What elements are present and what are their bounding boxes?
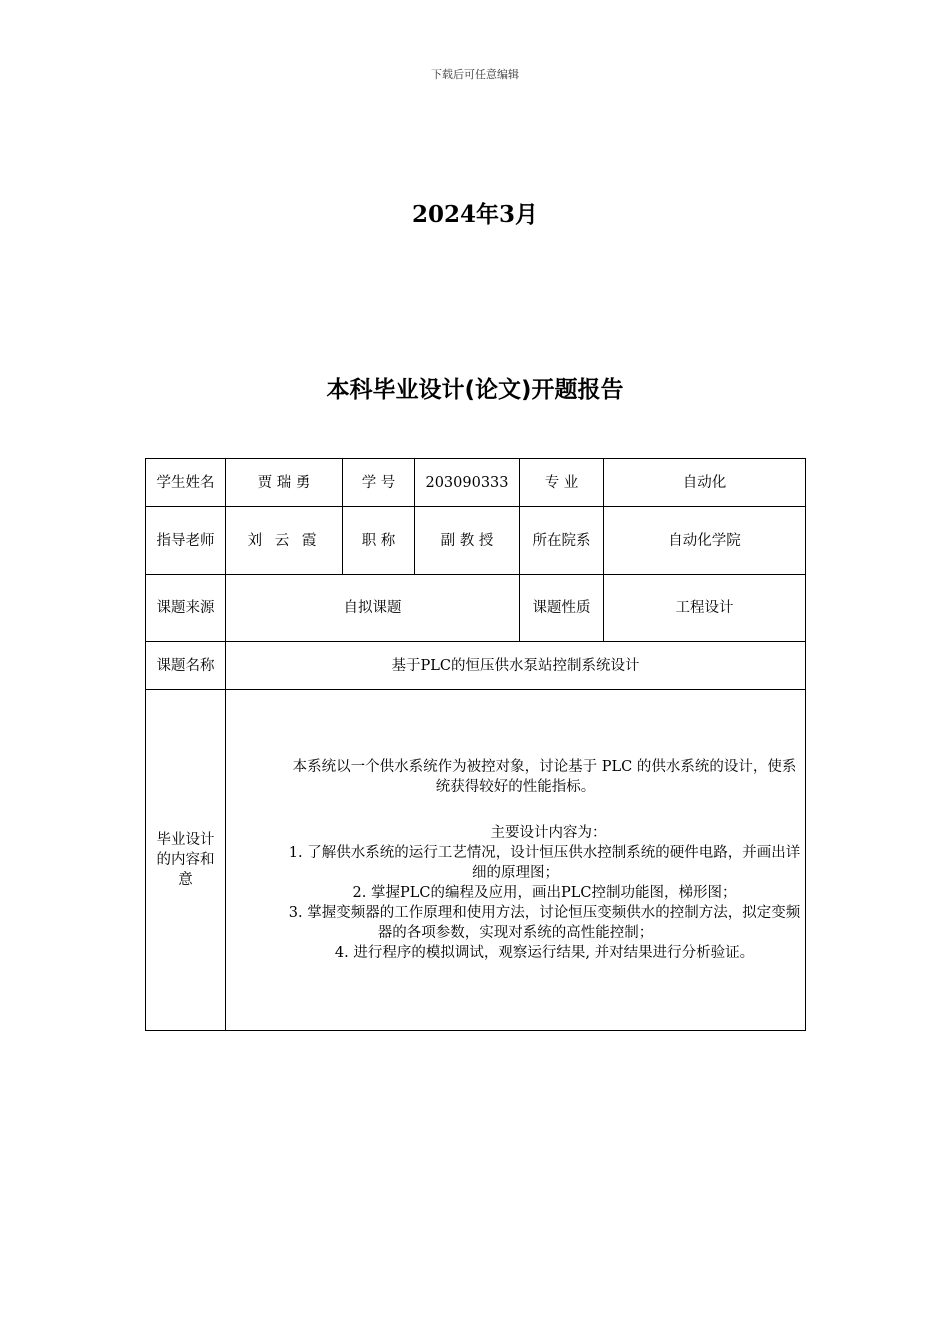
list-item: 2. 掌握PLC的编程及应用，画出PLC控制功能图，梯形图； [352,885,737,901]
report-table [145,458,806,1031]
nature-label: 课题性质 [520,575,604,642]
header-note: 下载后可任意编辑 [431,68,519,81]
advisor-name: 刘 云 霞 [226,507,343,575]
topic-source: 自拟课题 [226,575,520,642]
table-row [146,507,806,575]
school-label: 所在院系 [520,507,604,575]
advisor-title: 副 教 授 [415,507,520,575]
list-item: 4. 进行程序的模拟调试，观察运行结果, 并对结果进行分析验证。 [334,945,755,961]
table-row [146,642,806,690]
table-row [146,459,806,507]
table-row [146,690,806,1031]
intro-paragraph: 本系统以一个供水系统作为被控对象，讨论基于 PLC 的供水系统的设计，使系统获得较好的性能指标。 [292,759,797,795]
content-cell [226,690,806,1031]
content-label: 毕业设计的内容和意 [146,690,226,1031]
major: 自动化 [604,459,806,507]
table-row [146,575,806,642]
report-date: 2024年3月 [411,201,539,228]
student-name-label: 学生姓名 [146,459,226,507]
topic-label: 课题名称 [146,642,226,690]
topic-nature: 工程设计 [604,575,806,642]
student-name: 贾 瑞 勇 [226,459,343,507]
student-id-label: 学 号 [343,459,415,507]
topic-name: 基于PLC的恒压供水泵站控制系统设计 [226,642,806,690]
advisor-title-label: 职 称 [343,507,415,575]
page-title: 本科毕业设计(论文)开题报告 [326,377,624,403]
list-item: 1. 了解供水系统的运行工艺情况，设计恒压供水控制系统的硬件电路，并画出详细的原理图； [288,845,801,881]
source-label: 课题来源 [146,575,226,642]
school: 自动化学院 [604,507,806,575]
student-id: 203090333 [415,459,520,507]
advisor-label: 指导老师 [146,507,226,575]
main-heading: 主要设计内容为： [490,825,607,841]
major-label: 专 业 [520,459,604,507]
list-item: 3. 掌握变频器的工作原理和使用方法，讨论恒压变频供水的控制方法，拟定变频器的各项参数，实现对系统的高性能控制； [288,905,801,941]
